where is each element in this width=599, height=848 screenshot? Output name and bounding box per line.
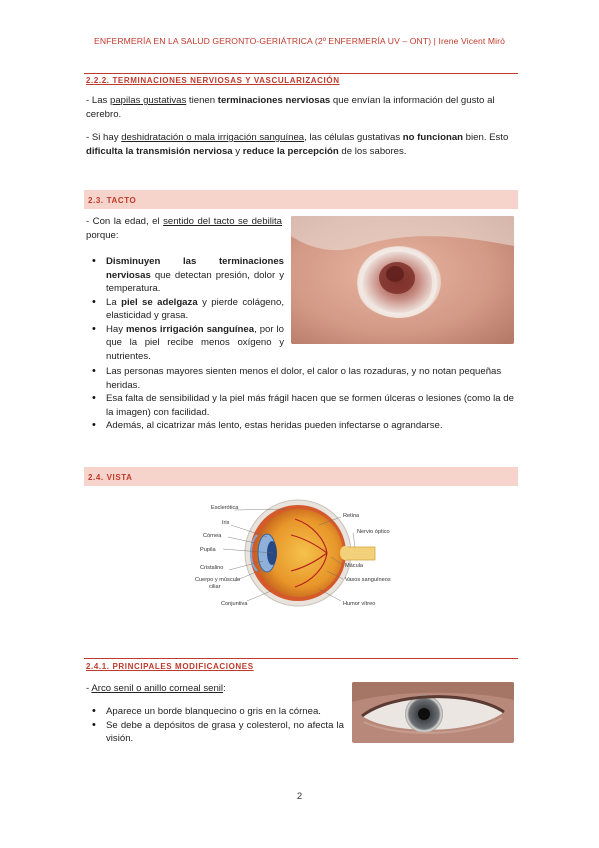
section-title-2-4-1: 2.4.1. PRINCIPALES MODIFICACIONES <box>86 662 254 671</box>
list-item: • Esa falta de sensibilidad y la piel más frágil hacen que se formen úlceras o lesiones (como la de la imagen) con facilidad. <box>86 392 518 419</box>
list-item: • La piel se adelgaza y pierde colágeno, elasticidad y grasa. <box>86 296 284 323</box>
tacto-list-top <box>86 255 284 363</box>
eye-anatomy-diagram <box>195 495 425 613</box>
label-cuerpo-musculo: Cuerpo y músculo <box>195 577 241 583</box>
section-rule <box>84 73 518 74</box>
label-pupila: Pupila <box>200 547 216 553</box>
arco-senil-intro: - Arco senil o anillo corneal senil: <box>86 683 226 694</box>
page-number: 2 <box>296 791 303 802</box>
tacto-intro: - Con la edad, el sentido del tacto se debilita porque: <box>86 216 282 241</box>
section-title-vista: 2.4. VISTA <box>88 473 133 482</box>
label-cristalino: Cristalino <box>200 565 224 571</box>
section-bar-tacto <box>84 190 518 209</box>
label-conjuntiva: Conjuntiva <box>221 601 248 607</box>
list-item: • Aparece un borde blanquecino o gris en la córnea. <box>86 705 344 719</box>
section-bar-vista <box>84 467 518 486</box>
page-header: ENFERMERÍA EN LA SALUD GERONTO-GERIÁTRICA (2º ENFERMERÍA UV – ONT) | Irene Vicent Miró <box>94 36 505 46</box>
tacto-list-bottom <box>86 365 518 433</box>
label-iris: Iris <box>222 520 230 526</box>
arco-senil-list <box>86 705 344 746</box>
section-title-2-2-2: 2.2.2. TERMINACIONES NERVIOSAS Y VASCULARIZACIÓN <box>86 76 340 85</box>
label-esclerotica: Esclerótica <box>211 505 239 511</box>
arco-senil-eye-image <box>352 682 514 743</box>
label-nervio-optico: Nervio óptico <box>357 529 390 535</box>
list-item: • Las personas mayores sienten menos el dolor, el calor o las rozaduras, y no notan pequeñas heridas. <box>86 365 518 392</box>
list-item: • Disminuyen las terminaciones nerviosas que detectan presión, dolor y temperatura. <box>86 255 284 296</box>
list-item: • Hay menos irrigación sanguínea, por lo que la piel recibe menos oxígeno y nutrientes. <box>86 323 284 364</box>
skin-ulcer-image <box>291 216 514 344</box>
list-item: • Además, al cicatrizar más lento, estas heridas pueden infectarse o agrandarse. <box>86 419 518 433</box>
section-title-tacto: 2.3. TACTO <box>88 196 137 205</box>
paragraph-papilas: - Las papilas gustativas tienen terminaciones nerviosas que envían la información del gusto al cerebro. <box>86 95 495 120</box>
label-cornea: Córnea <box>203 533 222 539</box>
label-vasos: Vasos sanguíneos <box>345 577 391 583</box>
paragraph-deshidratacion: - Si hay deshidratación o mala irrigación sanguínea, las células gustativas no funcionan bien. Esto dificulta la transmisión nerviosa y reduce la percepción de los sabores. <box>86 132 509 157</box>
label-retina: Retina <box>343 513 360 519</box>
label-ciliar: ciliar <box>209 584 221 590</box>
label-macula: Mácula <box>345 563 364 569</box>
section-rule <box>84 658 518 659</box>
label-humor-vitreo: Humor vítreo <box>343 601 376 607</box>
list-item: • Se debe a depósitos de grasa y colesterol, no afecta la visión. <box>86 719 344 746</box>
